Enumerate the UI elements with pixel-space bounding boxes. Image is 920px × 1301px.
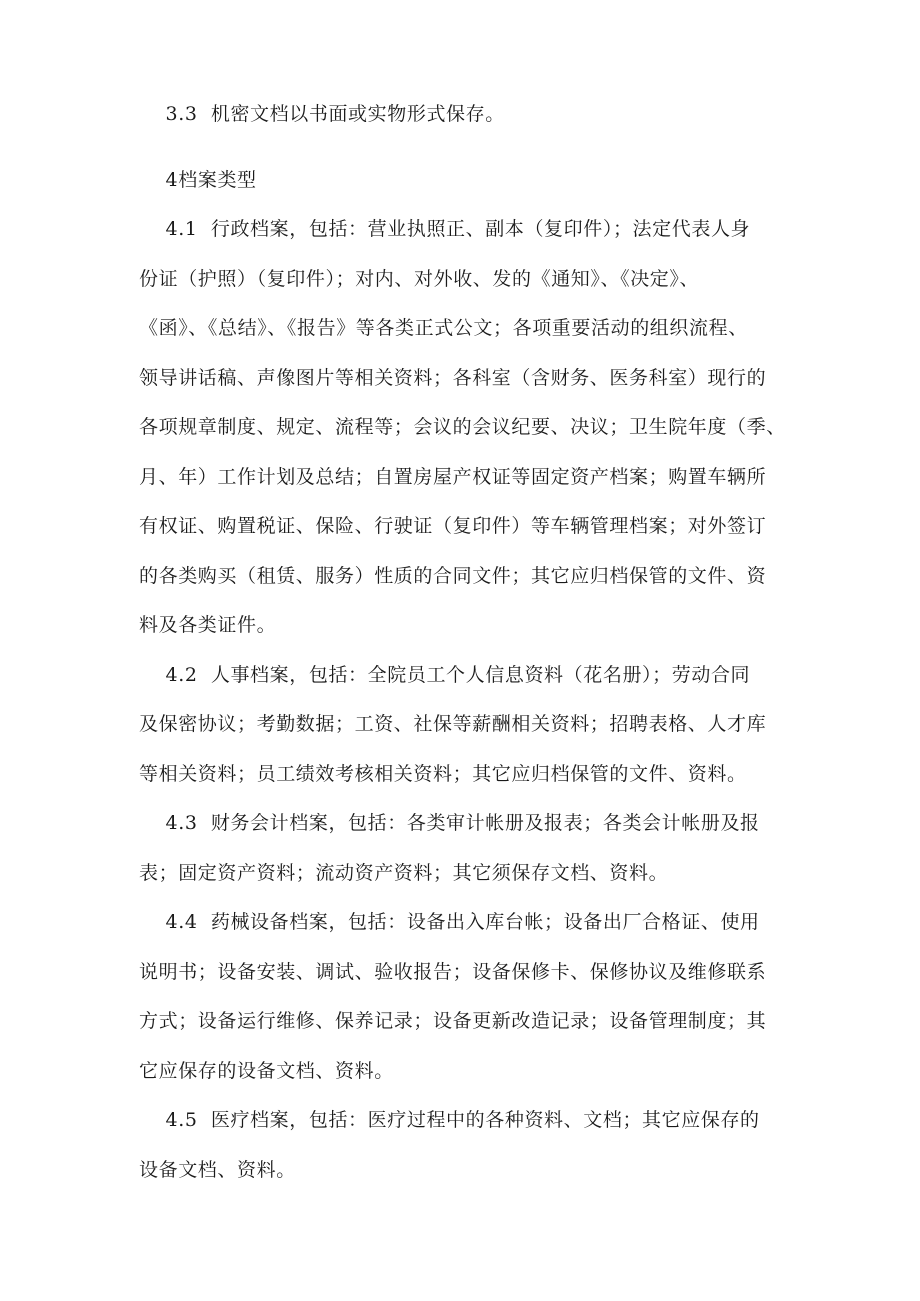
paragraph-4-2-line-2: 及保密协议；考勤数据；工资、社保等薪酬相关资料；招聘表格、人才库 xyxy=(139,713,767,735)
paragraph-4-1-line-4: 领导讲话稿、声像图片等相关资料；各科室（含财务、医务科室）现行的 xyxy=(139,367,767,389)
paragraph-4-4-line-4: 它应保存的设备文档、资料。 xyxy=(139,1060,394,1082)
paragraph-4-1-line-7: 有权证、购置税证、保险、行驶证（复印件）等车辆管理档案；对外签订 xyxy=(139,515,767,537)
paragraph-4-1-line-9: 料及各类证件。 xyxy=(139,614,277,636)
paragraph-4-4-line-2: 说明书；设备安装、调试、验收报告；设备保修卡、保修协议及维修联系 xyxy=(139,961,767,983)
paragraph-4-5-line-2: 设备文档、资料。 xyxy=(139,1159,296,1181)
paragraph-4-3-line-2: 表；固定资产资料；流动资产资料；其它须保存文档、资料。 xyxy=(139,862,669,884)
paragraph-4-4-line-1: 4.4 药械设备档案，包括：设备出入库台帐；设备出厂合格证、使用 xyxy=(139,911,760,933)
paragraph-4-2-line-1: 4.2 人事档案，包括：全院员工个人信息资料（花名册）；劳动合同 xyxy=(139,664,751,686)
section-heading-archive-types: 4档案类型 xyxy=(139,169,257,191)
paragraph-4-1-line-6: 月、年）工作计划及总结；自置房屋产权证等固定资产档案；购置车辆所 xyxy=(139,466,767,488)
paragraph-4-5-line-1: 4.5 医疗档案，包括：医疗过程中的各种资料、文档；其它应保存的 xyxy=(139,1109,760,1131)
paragraph-4-1-line-8: 的各类购买（租赁、服务）性质的合同文件；其它应归档保管的文件、资 xyxy=(139,565,767,587)
paragraph-4-1-line-2: 份证（护照）（复印件）；对内、对外收、发的《通知》、《决定》、 xyxy=(139,268,700,290)
paragraph-4-1-line-5: 各项规章制度、规定、流程等；会议的会议纪要、决议；卫生院年度（季、 xyxy=(139,416,786,438)
paragraph-3-3-line: 3.3 机密文档以书面或实物形式保存。 xyxy=(139,103,505,125)
paragraph-4-2-line-3: 等相关资料；员工绩效考核相关资料；其它应归档保管的文件、资料。 xyxy=(139,763,747,785)
paragraph-4-4-line-3: 方式；设备运行维修、保养记录；设备更新改造记录；设备管理制度；其 xyxy=(139,1010,767,1032)
paragraph-4-3-line-1: 4.3 财务会计档案，包括：各类审计帐册及报表；各类会计帐册及报 xyxy=(139,812,760,834)
paragraph-4-1-line-1: 4.1 行政档案，包括：营业执照正、副本（复印件）；法定代表人身 xyxy=(139,218,751,240)
paragraph-4-1-line-3: 《函》、《总结》、《报告》等各类正式公文；各项重要活动的组织流程、 xyxy=(139,317,748,339)
